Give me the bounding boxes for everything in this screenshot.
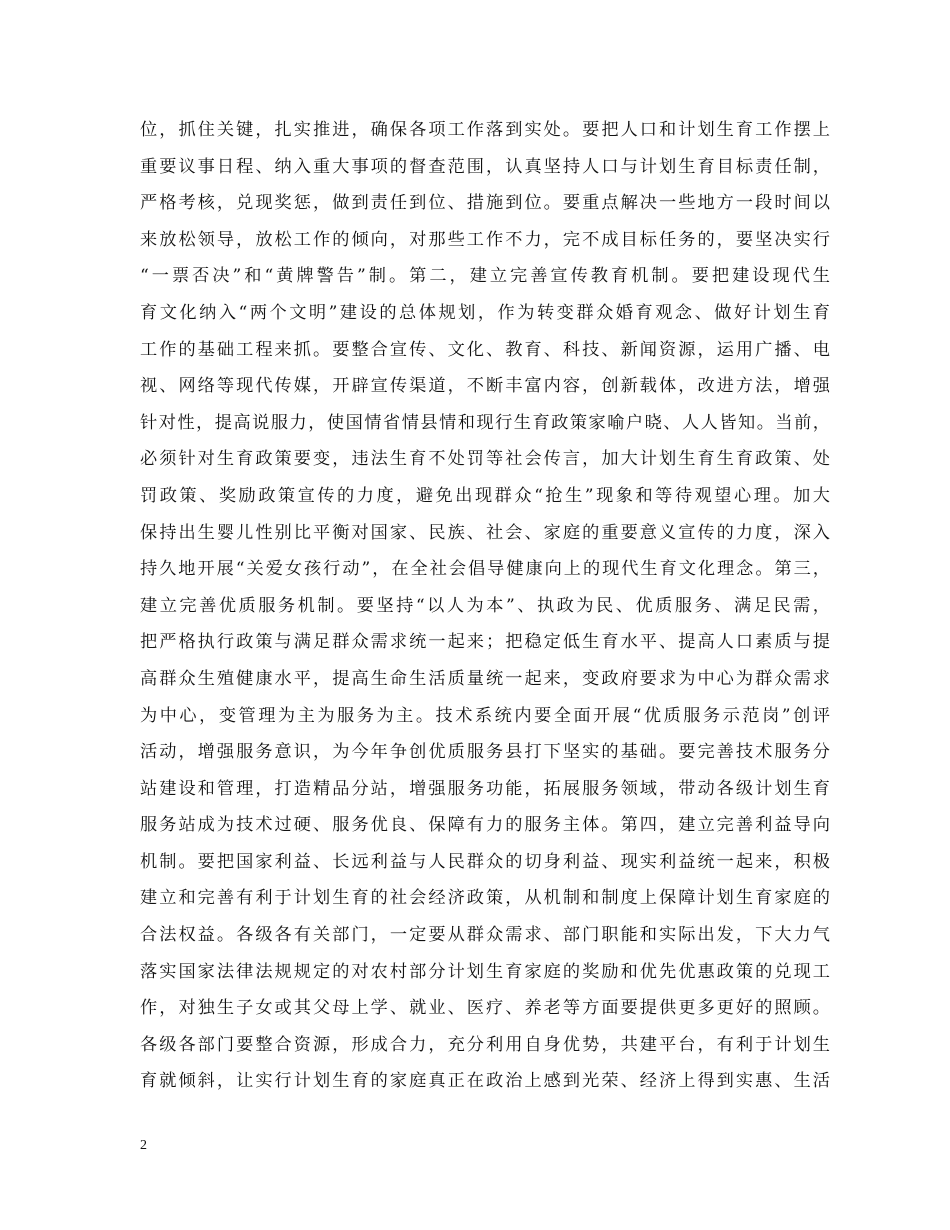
text-line: 建立和完善有利于计划生育的社会经济政策，从机制和制度上保障计划生育家庭的 [140, 888, 830, 909]
text-line: 育文化纳入“两个文明”建设的总体规划，作为转变群众婚育观念、做好计划生育 [140, 302, 830, 323]
text-line: 育就倾斜，让实行计划生育的家庭真正在政治上感到光荣、经济上得到实惠、生活 [140, 1071, 830, 1092]
text-line: 持久地开展“关爱女孩行动”，在全社会倡导健康向上的现代生育文化理念。第三， [140, 559, 830, 580]
text-line: 严格考核，兑现奖惩，做到责任到位、措施到位。要重点解决一些地方一段时间以 [140, 193, 830, 214]
text-line: 把严格执行政策与满足群众需求统一起来；把稳定低生育水平、提高人口素质与提 [140, 632, 830, 653]
text-line: 高群众生殖健康水平，提高生命生活质量统一起来，变政府要求为中心为群众需求 [140, 668, 830, 689]
text-line: 机制。要把国家利益、长远利益与人民群众的切身利益、现实利益统一起来，积极 [140, 851, 830, 872]
body-text [140, 112, 830, 1100]
text-line: 针对性，提高说服力，使国情省情县情和现行生育政策家喻户晓、人人皆知。当前， [140, 412, 830, 433]
text-line: 作，对独生子女或其父母上学、就业、医疗、养老等方面要提供更多更好的照顾。 [140, 998, 830, 1019]
text-line: 重要议事日程、纳入重大事项的督查范围，认真坚持人口与计划生育目标责任制， [140, 156, 830, 177]
text-line: 位，抓住关键，扎实推进，确保各项工作落到实处。要把人口和计划生育工作摆上 [140, 120, 830, 140]
text-line: 站建设和管理，打造精品分站，增强服务功能，拓展服务领域，带动各级计划生育 [140, 778, 830, 799]
text-line: 保持出生婴儿性别比平衡对国家、民族、社会、家庭的重要意义宣传的力度，深入 [140, 522, 830, 543]
text-line: 必须针对生育政策要变，违法生育不处罚等社会传言，加大计划生育生育政策、处 [140, 449, 830, 470]
text-line: 工作的基础工程来抓。要整合宣传、文化、教育、科技、新闻资源，运用广播、电 [140, 339, 830, 360]
text-line: 各级各部门要整合资源，形成合力，充分利用自身优势，共建平台，有利于计划生 [140, 1034, 830, 1055]
text-line: 为中心，变管理为主为服务为主。技术系统内要全面开展“优质服务示范岗”创评 [140, 705, 830, 726]
text-line: 罚政策、奖励政策宣传的力度，避免出现群众“抢生”现象和等待观望心理。加大 [140, 485, 830, 506]
text-line: 合法权益。各级各有关部门，一定要从群众需求、部门职能和实际出发，下大力气 [140, 925, 830, 946]
text-line: 落实国家法律法规规定的对农村部分计划生育家庭的奖励和优先优惠政策的兑现工 [140, 961, 830, 982]
text-line: 来放松领导，放松工作的倾向，对那些工作不力，完不成目标任务的，要坚决实行 [140, 229, 830, 250]
text-line: “一票否决”和“黄牌警告”制。第二，建立完善宣传教育机制。要把建设现代生 [140, 266, 830, 287]
page-number: 2 [140, 1138, 147, 1153]
text-line: 活动，增强服务意识，为今年争创优质服务县打下坚实的基础。要完善技术服务分 [140, 742, 830, 763]
text-line: 建立完善优质服务机制。要坚持“以人为本”、执政为民、优质服务、满足民需， [140, 595, 830, 616]
text-line: 视、网络等现代传媒，开辟宣传渠道，不断丰富内容，创新载体，改进方法，增强 [140, 376, 830, 397]
text-line: 服务站成为技术过硬、服务优良、保障有力的服务主体。第四，建立完善利益导向 [140, 815, 830, 836]
